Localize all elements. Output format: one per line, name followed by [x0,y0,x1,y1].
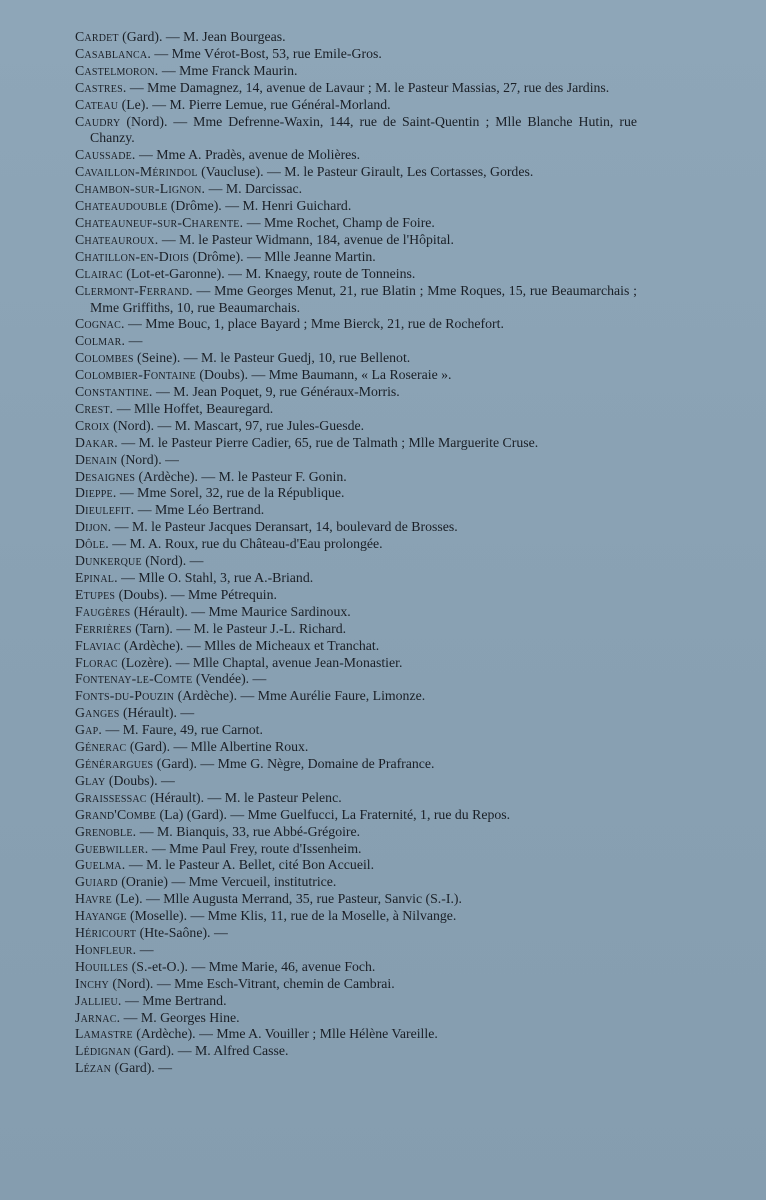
entry-place: Epinal. [75,570,118,585]
entry-place: Cardet [75,29,119,44]
directory-entry [75,621,637,638]
entry-place: Dieppe. [75,485,117,501]
directory-entry [75,519,637,536]
directory-entry [75,316,637,333]
entry-place: Clermont-Ferrand. [75,282,193,298]
directory-entry [75,333,637,350]
entry-details: (Ardèche). — Mme A. Vouiller ; Mlle Hélène Vareille. [132,1026,438,1042]
entry-details: (Tarn). — M. le Pasteur J.-L. Richard. [131,620,347,636]
directory-entry [75,942,637,959]
entry-details: (Seine). — M. le Pasteur Guedj, 10, rue Bellenot. [133,350,411,366]
entry-place: Fontenay-le-Comte [75,671,193,687]
directory-entry [75,874,637,891]
entry-details: — M. A. Roux, rue du Château-d'Eau prolongée. [108,536,383,552]
entry-details: (Nord). — [141,553,204,569]
entry-details: (Gard). — Mme G. Nègre, Domaine de Prafrance. [153,755,435,771]
directory-entry [75,266,637,283]
directory-entry [75,959,637,976]
entry-details: — M. Bianquis, 33, rue Abbé-Grégoire. [136,823,361,839]
entry-details: (Nord). — Mme Defrenne-Waxin, 144, rue de Saint-Quentin ; Mlle Blanche Hutin, rue Chanzy. [90,113,637,146]
directory-entry [75,756,637,773]
entry-place: Héricourt [75,925,137,941]
entry-place: Fonts-du-Pouzin [75,688,175,704]
directory-entry [75,418,637,435]
entry-place: Caudry [75,113,121,129]
entry-place: Houilles [75,958,129,974]
directory-entry [75,29,637,46]
entry-place: Chateauneuf-sur-Charente. [75,214,244,230]
directory-entry [75,147,637,164]
directory-entry [75,604,637,621]
entry-details: (Moselle). — Mme Klis, 11, rue de la Moselle, à Nilvange. [126,908,457,924]
directory-entry [75,570,637,587]
directory-entry [75,215,637,232]
entry-place: Ganges [75,705,120,721]
entry-details: (Lot-et-Garonne). — M. Knaegy, route de Tonneins. [122,265,416,281]
entry-details: (Nord). — Mme Esch-Vitrant, chemin de Cambrai. [108,975,395,991]
entry-place: Glay [75,772,106,788]
directory-entry [75,587,637,604]
entry-place: Crest. [75,400,114,416]
entry-details: (La) (Gard). — Mme Guelfucci, La Fraternité, 1, rue du Repos. [156,806,511,822]
entry-place: Chateauroux. [75,231,159,247]
directory-entry [75,790,637,807]
entry-details: (Doubs). — Mme Pétrequin. [115,586,277,602]
entry-place: Génerac [75,739,127,755]
entry-place: Dôle. [75,536,109,552]
entry-details: — Mme Léo Bertrand. [134,502,265,518]
entry-details: — M. le Pasteur Widmann, 184, avenue de l'Hôpital. [158,231,454,247]
entry-place: Lédignan [75,1043,131,1059]
directory-entry [75,502,637,519]
entry-details: (Le). — M. Pierre Lemue, rue Général-Morland. [118,96,391,112]
entry-details: — [136,941,154,957]
entry-details: (Gard). — M. Alfred Casse. [130,1043,289,1059]
entry-place: Flaviac [75,637,121,653]
entry-details: (Nord). — M. Mascart, 97, rue Jules-Guesde. [109,417,365,433]
entry-details: — Mlle Hoffet, Beauregard. [113,400,274,416]
entry-place: Castres. [75,79,127,95]
entry-details: — Mme Franck Maurin. [158,62,298,78]
entry-place: Castelmoron. [75,62,159,78]
entry-details: — M. Georges Hine. [120,1009,240,1025]
entry-place: Etupes [75,586,116,602]
directory-entry [75,638,637,655]
directory-entry [75,841,637,858]
entry-place: Cavaillon-Mérindol [75,164,198,180]
directory-entry [75,283,637,317]
entry-details: (Gard). — [111,1060,173,1076]
entry-details: — Mlle O. Stahl, 3, rue A.-Briand. [117,570,314,585]
directory-entry [75,1010,637,1027]
directory-entry [75,97,637,114]
directory-entry [75,384,637,401]
entry-details: (Vaucluse). — M. le Pasteur Girault, Les Cortasses, Gordes. [197,164,534,180]
entry-details: — Mme Paul Frey, route d'Issenheim. [148,840,362,856]
entry-details: (Lozère). — Mlle Chaptal, avenue Jean-Monastier. [117,654,403,670]
directory-entry [75,367,637,384]
directory-entry [75,739,637,756]
entry-details: — Mme Damagnez, 14, avenue de Lavaur ; M. le Pasteur Massias, 27, rue des Jardins. [126,79,610,95]
directory-entry [75,925,637,942]
entry-place: Denain [75,451,118,467]
entry-place: Colmar. [75,333,126,349]
directory-entry [75,1043,637,1060]
entry-details: — Mme Rochet, Champ de Foire. [243,214,435,230]
entry-place: Guelma. [75,857,126,873]
entry-place: Dijon. [75,519,112,535]
entry-details: (Doubs). — [105,772,175,788]
entry-place: Cognac. [75,316,125,332]
entry-details: (Vendée). — [192,671,267,687]
entry-details: (Gard). — M. Jean Bourgeas. [118,29,286,44]
directory-entry [75,350,637,367]
entry-place: Guebwiller. [75,840,149,856]
directory-entry [75,80,637,97]
directory-entry [75,553,637,570]
directory-entry [75,908,637,925]
directory-entry [75,655,637,672]
entry-details: (Drôme). — M. Henri Guichard. [167,198,352,214]
entry-place: Desaignes [75,468,136,484]
directory-entry [75,688,637,705]
entry-place: Gap. [75,722,102,738]
entry-place: Graissessac [75,789,147,805]
directory-entry [75,671,637,688]
directory-entry [75,773,637,790]
entry-place: Caussade. [75,147,136,163]
entry-place: Colombier-Fontaine [75,367,196,383]
directory-entry [75,807,637,824]
directory-entry [75,1026,637,1043]
entry-details: — M. le Pasteur Pierre Cadier, 65, rue de Talmath ; Mlle Marguerite Cruse. [117,434,539,450]
directory-entry [75,249,637,266]
directory-entry [75,63,637,80]
entry-details: (Hérault). — M. le Pasteur Pelenc. [146,789,342,805]
entry-place: Ferrières [75,620,132,636]
entry-place: Grenoble. [75,823,137,839]
entry-details: — M. le Pasteur A. Bellet, cité Bon Accueil. [125,857,375,873]
entry-place: Chambon-sur-Lignon. [75,181,206,197]
entry-place: Clairac [75,265,123,281]
entry-details: (Ardèche). — Mme Aurélie Faure, Limonze. [174,688,426,704]
directory-entry [75,1060,637,1077]
entry-details: — M. le Pasteur Jacques Deransart, 14, boulevard de Brosses. [111,519,458,535]
entry-place: Guiard [75,874,118,890]
entry-place: Hayange [75,908,127,924]
directory-entry [75,114,637,148]
directory-list [75,29,637,1077]
directory-entry [75,232,637,249]
entry-place: Grand'Combe [75,806,157,822]
entry-place: Faugères [75,603,131,619]
entry-place: Havre [75,891,112,907]
directory-entry [75,452,637,469]
entry-details: (Nord). — [117,451,179,467]
entry-place: Chatillon-en-Diois [75,248,190,264]
entry-details: — M. Faure, 49, rue Carnot. [102,722,263,738]
entry-place: Jallieu. [75,992,122,1008]
entry-place: Honfleur. [75,941,137,957]
entry-place: Générargues [75,755,154,771]
entry-place: Dunkerque [75,553,142,569]
entry-details: — Mme Bouc, 1, place Bayard ; Mme Bierck, 21, rue de Rochefort. [124,316,504,332]
directory-entry [75,536,637,553]
directory-entry [75,705,637,722]
entry-details: — M. Jean Poquet, 9, rue Généraux-Morris. [152,384,400,400]
directory-entry [75,164,637,181]
entry-details: — Mme Bertrand. [121,992,227,1008]
entry-details: — [125,333,143,349]
entry-details: — Mme Georges Menut, 21, rue Blatin ; Mme Roques, 15, rue Beaumarchais ; Mme Griffiths, 10, rue Beaumarchais. [90,282,637,315]
entry-details: (Le). — Mlle Augusta Merrand, 35, rue Pasteur, Sanvic (S.-I.). [111,891,462,907]
entry-details: (Hérault). — [119,705,195,721]
entry-details: (Ardèche). — Mlles de Micheaux et Tranchat. [120,637,380,653]
entry-details: — Mme Vérot-Bost, 53, rue Emile-Gros. [150,45,382,61]
entry-place: Inchy [75,975,109,991]
directory-entry [75,198,637,215]
directory-entry [75,46,637,63]
entry-details: (Doubs). — Mme Baumann, « La Roseraie ». [195,367,452,383]
entry-place: Croix [75,417,110,433]
directory-entry [75,469,637,486]
entry-details: (Hérault). — Mme Maurice Sardinoux. [130,603,351,619]
directory-entry [75,824,637,841]
directory-entry [75,722,637,739]
directory-entry [75,401,637,418]
entry-place: Florac [75,654,118,670]
entry-place: Dieulefit. [75,502,135,518]
entry-place: Lamastre [75,1026,133,1042]
directory-entry [75,993,637,1010]
directory-entry [75,485,637,502]
directory-entry [75,976,637,993]
entry-place: Chateaudouble [75,198,168,214]
entry-details: (Drôme). — Mlle Jeanne Martin. [189,248,376,264]
entry-details: — Mme Sorel, 32, rue de la République. [116,485,345,501]
entry-place: Cateau [75,96,119,112]
entry-place: Lézan [75,1060,112,1076]
entry-details: — M. Darcissac. [205,181,303,197]
entry-details: — Mme A. Pradès, avenue de Molières. [135,147,361,163]
entry-details: (Oranie) — Mme Vercueil, institutrice. [117,874,337,890]
entry-details: (Gard). — Mlle Albertine Roux. [126,739,309,755]
entry-place: Jarnac. [75,1009,121,1025]
directory-entry [75,891,637,908]
directory-entry [75,181,637,198]
directory-entry [75,857,637,874]
entry-place: Dakar. [75,434,118,450]
entry-details: (Ardèche). — M. le Pasteur F. Gonin. [135,468,347,484]
directory-entry [75,435,637,452]
entry-place: Constantine. [75,384,153,400]
entry-details: (Hte-Saône). — [136,925,228,941]
entry-details: (S.-et-O.). — Mme Marie, 46, avenue Foch. [128,958,376,974]
entry-place: Casablanca. [75,45,151,61]
entry-place: Colombes [75,350,134,366]
